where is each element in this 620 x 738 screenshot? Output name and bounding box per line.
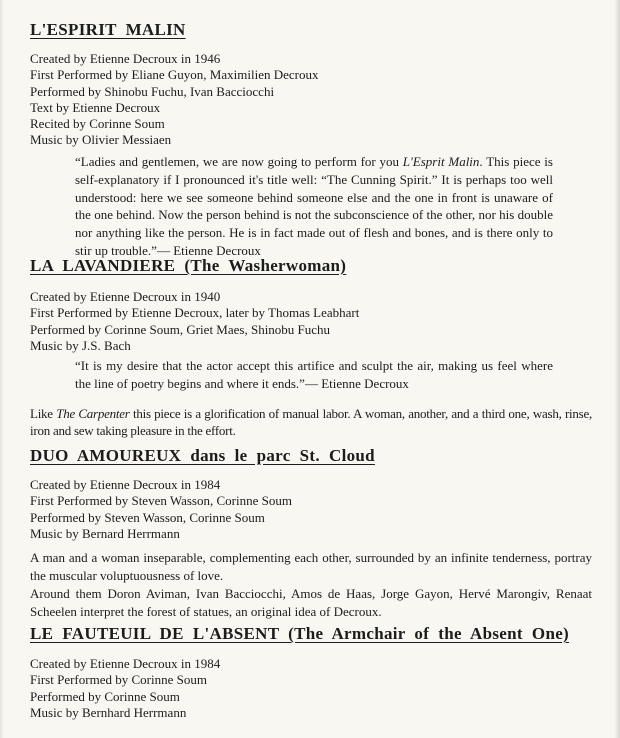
- credit-line: Music by Bernhard Herrmann: [30, 704, 187, 720]
- credits-esprit-malin: [30, 51, 318, 149]
- credits-duo-amoureux: [30, 477, 292, 542]
- description-italic-title: The Carpenter: [56, 406, 130, 421]
- section-title-esprit-malin: L'ESPIRIT MALIN: [30, 20, 186, 39]
- description-text: Like: [30, 406, 57, 421]
- description-text: this piece is a glorification of manual labor. A woman, another, and a third one, wash, rinse, iron and sew taking pleasure in the effort.: [30, 406, 592, 439]
- quote-text: “It is my desire that the actor accept this artifice and sculpt the air, making us feel where the line of poetry begins and where it ends.”— Etienne Decroux: [75, 358, 553, 391]
- credit-line: First Performed by Eliane Guyon, Maximilien Decroux: [30, 67, 319, 83]
- credit-line: Music by Bernard Herrmann: [30, 525, 180, 541]
- credit-line: Performed by Shinobu Fuchu, Ivan Bacciocchi: [30, 83, 275, 99]
- credit-line: Performed by Corinne Soum: [30, 688, 180, 704]
- section-title-le-fauteuil: LE FAUTEUIL DE L'ABSENT (The Armchair of the Absent One): [30, 624, 570, 643]
- quote-text: “Ladies and gentlemen, we are now going to perform for you: [75, 154, 403, 169]
- description-duo-amoureux-cast: Around them Doron Aviman, Ivan Bacciocchi, Amos de Haas, Jorge Gayon, Hervé Marongiv, Renaat Scheelen interpret the forest of statues, an original idea of Decroux.: [30, 586, 592, 619]
- credit-line: Created by Etienne Decroux in 1984: [30, 656, 221, 671]
- credit-line: Text by Etienne Decroux: [30, 99, 161, 115]
- quote-text: . This piece is self-explanatory if I pronounced it's title well: “The Cunning Spirit.” It is perhaps too well understood: here we see someone behind someone else and the one in front is unaware of the one behind. Now the person behind is not the subconscience of the other, nor his double nor anything like the person. He is in fact made out of flesh and bones, and is there only to stir up trouble.”— Etienne Decroux: [75, 154, 553, 258]
- credits-la-lavandiere: [30, 289, 359, 354]
- credit-line: Created by Etienne Decroux in 1984: [30, 477, 221, 492]
- credit-line: Performed by Steven Wasson, Corinne Soum: [30, 509, 265, 525]
- page-edge-shadow: [614, 0, 620, 738]
- section-title-la-lavandiere: LA LAVANDIERE (The Washerwoman): [30, 256, 347, 275]
- quote-la-lavandiere: [75, 357, 553, 393]
- credit-line: Music by Olivier Messiaen: [30, 132, 172, 148]
- description-la-lavandiere: [30, 405, 592, 440]
- section-title-duo-amoureux: DUO AMOUREUX dans le parc St. Cloud: [30, 446, 375, 465]
- quote-italic-title: L'Esprit Malin: [402, 154, 480, 169]
- credit-line: Performed by Corinne Soum, Griet Maes, Shinobu Fuchu: [30, 321, 331, 337]
- credit-line: First Performed by Etienne Decroux, later by Thomas Leabhart: [30, 305, 360, 321]
- credit-line: First Performed by Corinne Soum: [30, 672, 207, 688]
- credit-line: First Performed by Steven Wasson, Corinne Soum: [30, 493, 292, 509]
- credits-le-fauteuil: [30, 656, 220, 721]
- credit-line: Created by Etienne Decroux in 1940: [30, 289, 221, 304]
- description-duo-amoureux: A man and a woman inseparable, complementing each other, surrounded by an infinite tenderness, portray the muscular voluptuousness of love.: [30, 550, 592, 583]
- credit-line: Created by Etienne Decroux in 1946: [30, 51, 221, 66]
- credit-line: Music by J.S. Bach: [30, 337, 131, 353]
- credit-line: Recited by Corinne Soum: [30, 116, 165, 132]
- page-edge-shadow: [0, 0, 4, 738]
- quote-esprit-malin: [75, 153, 553, 260]
